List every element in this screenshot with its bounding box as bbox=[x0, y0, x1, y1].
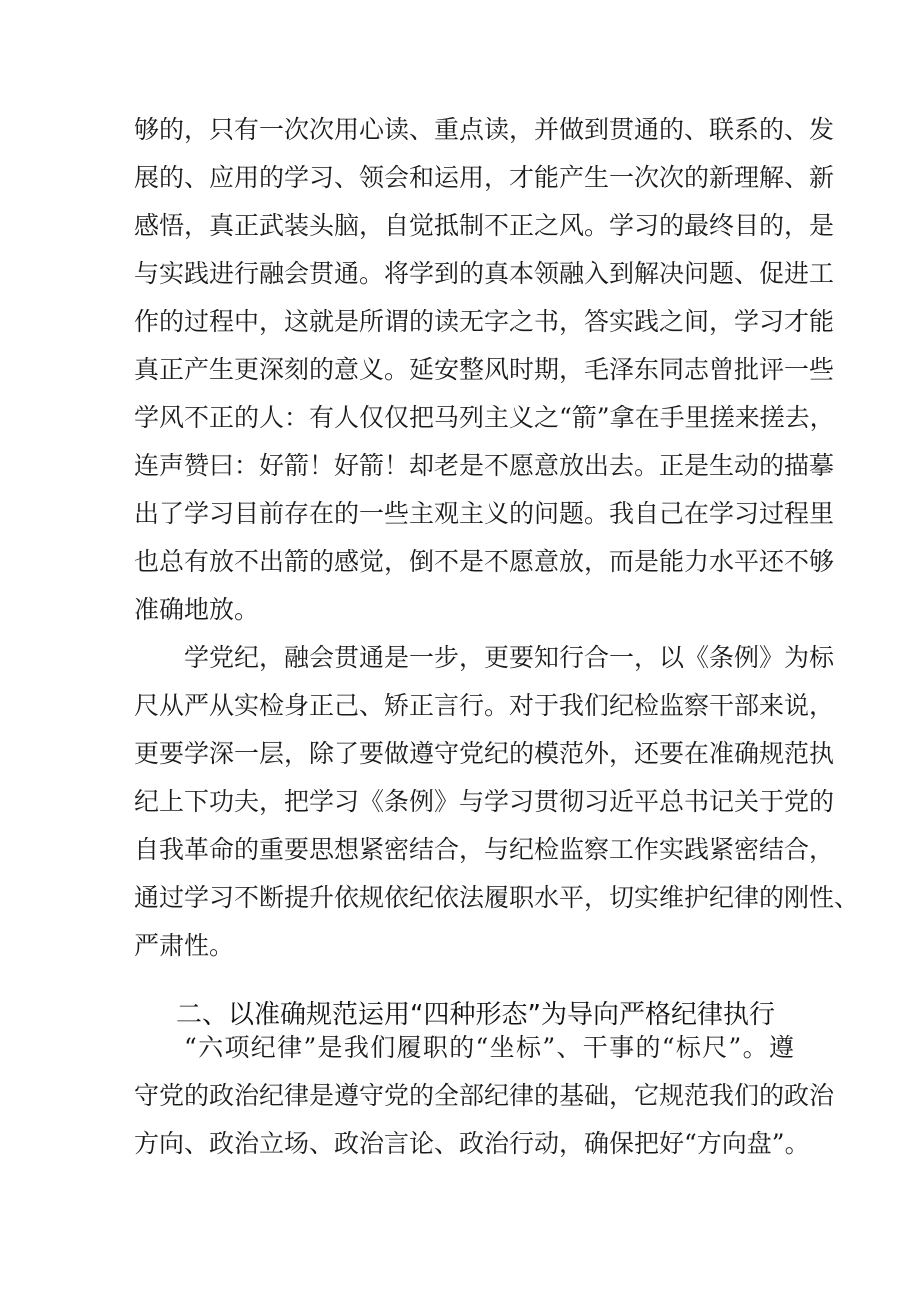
paragraph-2-line-7: 严肃性。 bbox=[134, 931, 235, 960]
paragraph-1-line-3: 感悟，真正武装头脑，自觉抵制不正之风。学习的最终目的，是 bbox=[134, 211, 835, 240]
paragraph-1-line-5: 作的过程中，这就是所谓的读无字之书，答实践之间，学习才能 bbox=[134, 307, 835, 336]
paragraph-2-line-3: 更要学深一层，除了要做遵守党纪的模范外，还要在准确规范执 bbox=[134, 739, 835, 768]
paragraph-1-line-1: 够的，只有一次次用心读、重点读，并做到贯通的、联系的、发 bbox=[134, 115, 835, 144]
section-heading: 二、以准确规范运用“四种形态”为导向严格纪律执行 bbox=[176, 1000, 775, 1030]
paragraph-2-line-4: 纪上下功夫，把学习《条例》与学习贯彻习近平总书记关于党的 bbox=[134, 787, 835, 816]
paragraph-2-line-6: 通过学习不断提升依规依纪依法履职水平，切实维护纪律的刚性、 bbox=[134, 883, 860, 912]
paragraph-1-line-7: 学风不正的人：有人仅仅把马列主义之“箭”拿在手里搓来搓去， bbox=[134, 403, 835, 432]
paragraph-1-line-4: 与实践进行融会贯通。将学到的真本领融入到解决问题、促进工 bbox=[134, 259, 835, 288]
paragraph-2-line-1: 学党纪，融会贯通是一步，更要知行合一，以《条例》为标 bbox=[184, 643, 835, 672]
paragraph-3-line-1: “六项纪律”是我们履职的“坐标”、干事的“标尺”。遵 bbox=[184, 1033, 794, 1062]
paragraph-2-line-5: 自我革命的重要思想紧密结合，与纪检监察工作实践紧密结合， bbox=[134, 835, 835, 864]
paragraph-3-line-2: 守党的政治纪律是遵守党的全部纪律的基础，它规范我们的政治 bbox=[134, 1081, 835, 1110]
paragraph-1-line-10: 也总有放不出箭的感觉，倒不是不愿意放，而是能力水平还不够 bbox=[134, 547, 835, 576]
paragraph-3-line-3: 方向、政治立场、政治言论、政治行动，确保把好“方向盘”。 bbox=[134, 1129, 810, 1158]
paragraph-1-line-6: 真正产生更深刻的意义。延安整风时期，毛泽东同志曾批评一些 bbox=[134, 355, 835, 384]
paragraph-1-line-8: 连声赞曰：好箭！好箭！却老是不愿意放出去。正是生动的描摹 bbox=[134, 451, 835, 480]
paragraph-1-line-2: 展的、应用的学习、领会和运用，才能产生一次次的新理解、新 bbox=[134, 163, 835, 192]
paragraph-1-line-9: 出了学习目前存在的一些主观主义的问题。我自己在学习过程里 bbox=[134, 499, 835, 528]
paragraph-1-line-11: 准确地放。 bbox=[134, 595, 260, 624]
paragraph-2-line-2: 尺从严从实检身正己、矫正言行。对于我们纪检监察干部来说， bbox=[134, 691, 835, 720]
